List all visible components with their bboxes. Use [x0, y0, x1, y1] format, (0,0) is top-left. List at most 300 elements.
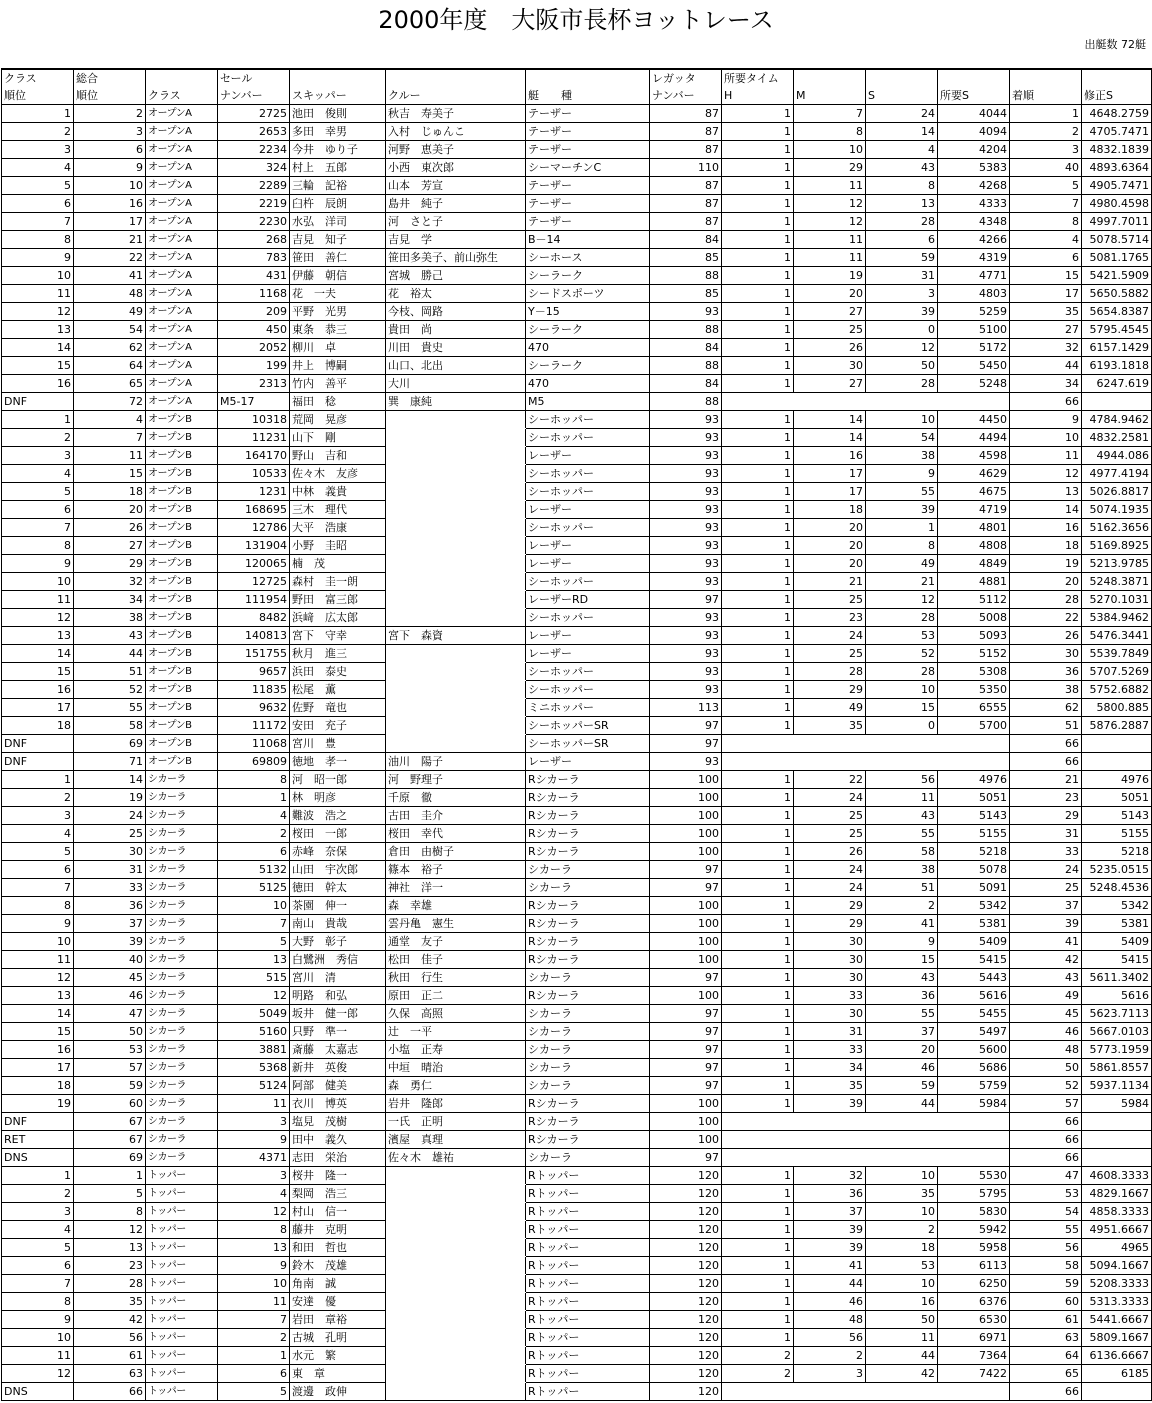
cell-hours: 1	[722, 789, 794, 807]
cell-class: オープンA	[146, 339, 218, 357]
cell-overall-rank: 49	[74, 303, 146, 321]
cell-rating: 120	[650, 1185, 722, 1203]
cell-class-rank: DNS	[2, 1149, 74, 1167]
cell-minutes: 14	[794, 411, 866, 429]
cell-corrected-seconds: 4608.3333	[1082, 1167, 1152, 1185]
cell-finish-order: 18	[1010, 537, 1082, 555]
cell-skipper: 志田 栄治	[290, 1149, 386, 1167]
header-cell-overall-rank: 順位	[74, 87, 146, 105]
table-row	[2, 249, 1152, 267]
cell-elapsed-seconds: 4494	[938, 429, 1010, 447]
cell-class-rank: 2	[2, 789, 74, 807]
cell-seconds: 10	[866, 1203, 938, 1221]
cell-elapsed-seconds: 4319	[938, 249, 1010, 267]
cell-class: シカーラ	[146, 1131, 218, 1149]
cell-hours: 1	[722, 771, 794, 789]
cell-finish-order: 20	[1010, 573, 1082, 591]
cell-class: オープンA	[146, 375, 218, 393]
cell-hours: 1	[722, 1185, 794, 1203]
cell-class-rank: 10	[2, 573, 74, 591]
header-cell-hours: 所要タイム	[722, 69, 794, 87]
cell-skipper: 角南 誠	[290, 1275, 386, 1293]
cell-sail-number: 3881	[218, 1041, 290, 1059]
table-row	[2, 1059, 1152, 1077]
cell-elapsed-seconds: 5700	[938, 717, 1010, 735]
cell-seconds: 1	[866, 519, 938, 537]
cell-elapsed-seconds: 5172	[938, 339, 1010, 357]
cell-rating: 120	[650, 1167, 722, 1185]
cell-elapsed-seconds: 5530	[938, 1167, 1010, 1185]
cell-minutes	[794, 1113, 866, 1131]
cell-crew	[386, 1257, 526, 1275]
cell-hours: 1	[722, 645, 794, 663]
table-row	[2, 465, 1152, 483]
cell-skipper: 吉見 知子	[290, 231, 386, 249]
cell-corrected-seconds: 4893.6364	[1082, 159, 1152, 177]
cell-boat-type: テーザー	[526, 105, 650, 123]
cell-class: オープンB	[146, 429, 218, 447]
cell-skipper: 坂井 健一郎	[290, 1005, 386, 1023]
cell-rating: 100	[650, 789, 722, 807]
cell-seconds: 10	[866, 1275, 938, 1293]
table-row	[2, 1329, 1152, 1347]
cell-sail-number: 515	[218, 969, 290, 987]
cell-overall-rank: 19	[74, 789, 146, 807]
cell-class: オープンB	[146, 663, 218, 681]
cell-finish-order: 22	[1010, 609, 1082, 627]
cell-sail-number: 12	[218, 1203, 290, 1221]
cell-elapsed-seconds: 5093	[938, 627, 1010, 645]
cell-minutes: 24	[794, 861, 866, 879]
cell-boat-type: シーラーク	[526, 267, 650, 285]
cell-minutes: 41	[794, 1257, 866, 1275]
cell-overall-rank: 55	[74, 699, 146, 717]
cell-overall-rank: 23	[74, 1257, 146, 1275]
cell-seconds: 44	[866, 1347, 938, 1365]
cell-class-rank: 16	[2, 375, 74, 393]
cell-seconds: 31	[866, 267, 938, 285]
cell-sail-number: 2219	[218, 195, 290, 213]
cell-overall-rank: 35	[74, 1293, 146, 1311]
cell-elapsed-seconds: 5830	[938, 1203, 1010, 1221]
cell-seconds: 51	[866, 879, 938, 897]
cell-sail-number: 2653	[218, 123, 290, 141]
cell-hours: 1	[722, 537, 794, 555]
table-row	[2, 501, 1152, 519]
cell-class-rank: DNF	[2, 753, 74, 771]
cell-crew: 篠本 裕子	[386, 861, 526, 879]
cell-crew	[386, 555, 526, 573]
cell-finish-order: 37	[1010, 897, 1082, 915]
cell-seconds: 10	[866, 681, 938, 699]
cell-skipper: 伊藤 朝信	[290, 267, 386, 285]
cell-class-rank: 13	[2, 627, 74, 645]
table-row	[2, 1131, 1152, 1149]
cell-skipper: 福田 稔	[290, 393, 386, 411]
cell-class: トッパー	[146, 1221, 218, 1239]
cell-seconds: 52	[866, 645, 938, 663]
cell-class: トッパー	[146, 1329, 218, 1347]
cell-class: シカーラ	[146, 1077, 218, 1095]
cell-sail-number: 5160	[218, 1023, 290, 1041]
cell-class-rank: 3	[2, 1203, 74, 1221]
cell-minutes: 16	[794, 447, 866, 465]
cell-finish-order: 64	[1010, 1347, 1082, 1365]
cell-overall-rank: 33	[74, 879, 146, 897]
cell-sail-number: 3	[218, 1113, 290, 1131]
cell-minutes: 25	[794, 645, 866, 663]
cell-hours: 1	[722, 123, 794, 141]
cell-boat-type: シカーラ	[526, 1077, 650, 1095]
header-cell-seconds: S	[866, 87, 938, 105]
cell-hours	[722, 1113, 794, 1131]
cell-crew	[386, 519, 526, 537]
table-row	[2, 627, 1152, 645]
cell-rating: 100	[650, 987, 722, 1005]
cell-corrected-seconds: 4976	[1082, 771, 1152, 789]
cell-finish-order: 32	[1010, 339, 1082, 357]
cell-sail-number: 2052	[218, 339, 290, 357]
cell-hours: 1	[722, 915, 794, 933]
cell-rating: 100	[650, 1113, 722, 1131]
cell-seconds: 41	[866, 915, 938, 933]
cell-class-rank: 1	[2, 411, 74, 429]
cell-sail-number: 10318	[218, 411, 290, 429]
cell-sail-number: 5	[218, 933, 290, 951]
cell-minutes: 30	[794, 1005, 866, 1023]
cell-crew: 河 さと子	[386, 213, 526, 231]
cell-elapsed-seconds: 5091	[938, 879, 1010, 897]
cell-rating: 110	[650, 159, 722, 177]
cell-elapsed-seconds	[938, 1113, 1010, 1131]
cell-class-rank: 3	[2, 141, 74, 159]
table-row	[2, 429, 1152, 447]
cell-seconds: 55	[866, 825, 938, 843]
cell-class-rank: 13	[2, 987, 74, 1005]
cell-hours: 1	[722, 933, 794, 951]
cell-minutes: 26	[794, 339, 866, 357]
cell-minutes: 12	[794, 213, 866, 231]
cell-boat-type: Rシカーラ	[526, 843, 650, 861]
table-row	[2, 267, 1152, 285]
cell-seconds: 15	[866, 699, 938, 717]
cell-crew	[386, 609, 526, 627]
cell-elapsed-seconds: 4268	[938, 177, 1010, 195]
cell-boat-type: Rトッパー	[526, 1185, 650, 1203]
cell-class-rank: 15	[2, 663, 74, 681]
cell-minutes: 20	[794, 537, 866, 555]
cell-rating: 84	[650, 375, 722, 393]
cell-overall-rank: 44	[74, 645, 146, 663]
cell-finish-order: 36	[1010, 663, 1082, 681]
cell-rating: 93	[650, 519, 722, 537]
cell-skipper: 花 一夫	[290, 285, 386, 303]
cell-class: オープンA	[146, 159, 218, 177]
cell-rating: 100	[650, 897, 722, 915]
cell-hours: 1	[722, 987, 794, 1005]
cell-hours: 1	[722, 447, 794, 465]
cell-elapsed-seconds: 4719	[938, 501, 1010, 519]
cell-crew: 油川 陽子	[386, 753, 526, 771]
cell-overall-rank: 50	[74, 1023, 146, 1041]
cell-skipper: 難波 浩之	[290, 807, 386, 825]
cell-hours: 1	[722, 1203, 794, 1221]
cell-minutes	[794, 1149, 866, 1167]
cell-skipper: 楠 茂	[290, 555, 386, 573]
cell-class-rank: 1	[2, 771, 74, 789]
cell-overall-rank: 39	[74, 933, 146, 951]
cell-seconds: 44	[866, 1095, 938, 1113]
cell-crew: 中垣 晴治	[386, 1059, 526, 1077]
cell-crew: 佐々木 雄祐	[386, 1149, 526, 1167]
cell-rating: 93	[650, 465, 722, 483]
cell-corrected-seconds: 5752.6882	[1082, 681, 1152, 699]
table-row	[2, 519, 1152, 537]
cell-boat-type: シーラーク	[526, 321, 650, 339]
cell-rating: 93	[650, 537, 722, 555]
cell-crew	[386, 465, 526, 483]
cell-sail-number: 151755	[218, 645, 290, 663]
cell-finish-order: 2	[1010, 123, 1082, 141]
cell-boat-type: レーザー	[526, 555, 650, 573]
cell-minutes: 20	[794, 519, 866, 537]
cell-minutes: 30	[794, 357, 866, 375]
cell-hours: 1	[722, 483, 794, 501]
cell-corrected-seconds: 5667.0103	[1082, 1023, 1152, 1041]
cell-sail-number: 12725	[218, 573, 290, 591]
cell-seconds: 50	[866, 1311, 938, 1329]
cell-class-rank: 12	[2, 303, 74, 321]
cell-sail-number: 1168	[218, 285, 290, 303]
cell-rating: 97	[650, 969, 722, 987]
cell-skipper: 野田 富三郎	[290, 591, 386, 609]
cell-boat-type: Rトッパー	[526, 1329, 650, 1347]
cell-hours: 1	[722, 807, 794, 825]
cell-rating: 87	[650, 141, 722, 159]
cell-finish-order: 42	[1010, 951, 1082, 969]
boat-count: 出艇数 72艇	[1084, 38, 1146, 51]
cell-boat-type: シーホッパー	[526, 573, 650, 591]
cell-seconds: 58	[866, 843, 938, 861]
cell-sail-number: 11068	[218, 735, 290, 753]
cell-finish-order: 66	[1010, 393, 1082, 411]
cell-class-rank: 7	[2, 1275, 74, 1293]
cell-rating: 97	[650, 717, 722, 735]
table-row	[2, 951, 1152, 969]
cell-crew: 原田 正二	[386, 987, 526, 1005]
cell-crew: 島井 純子	[386, 195, 526, 213]
cell-rating: 120	[650, 1275, 722, 1293]
cell-sail-number: 164170	[218, 447, 290, 465]
cell-hours	[722, 1383, 794, 1401]
cell-class-rank: 14	[2, 1005, 74, 1023]
cell-boat-type: Rシカーラ	[526, 771, 650, 789]
cell-corrected-seconds	[1082, 1113, 1152, 1131]
cell-overall-rank: 27	[74, 537, 146, 555]
cell-seconds: 42	[866, 1365, 938, 1383]
cell-corrected-seconds: 5094.1667	[1082, 1257, 1152, 1275]
cell-overall-rank: 71	[74, 753, 146, 771]
cell-overall-rank: 63	[74, 1365, 146, 1383]
cell-skipper: 山田 宇次郎	[290, 861, 386, 879]
cell-skipper: 田中 義久	[290, 1131, 386, 1149]
cell-minutes: 22	[794, 771, 866, 789]
cell-seconds	[866, 1131, 938, 1149]
cell-rating: 120	[650, 1293, 722, 1311]
cell-overall-rank: 22	[74, 249, 146, 267]
cell-seconds: 28	[866, 609, 938, 627]
cell-sail-number: 12	[218, 987, 290, 1005]
cell-finish-order: 9	[1010, 411, 1082, 429]
cell-class: オープンB	[146, 519, 218, 537]
cell-skipper: 大平 浩康	[290, 519, 386, 537]
cell-corrected-seconds: 4997.7011	[1082, 213, 1152, 231]
table-row	[2, 609, 1152, 627]
cell-elapsed-seconds: 5218	[938, 843, 1010, 861]
cell-minutes: 49	[794, 699, 866, 717]
cell-skipper: 宮下 守幸	[290, 627, 386, 645]
table-row	[2, 123, 1152, 141]
cell-crew	[386, 429, 526, 447]
cell-boat-type: テーザー	[526, 195, 650, 213]
cell-class: シカーラ	[146, 969, 218, 987]
cell-rating: 87	[650, 105, 722, 123]
cell-corrected-seconds	[1082, 393, 1152, 411]
cell-skipper: 阿部 健美	[290, 1077, 386, 1095]
cell-corrected-seconds: 5415	[1082, 951, 1152, 969]
cell-class-rank: 15	[2, 1023, 74, 1041]
header-cell-seconds	[866, 69, 938, 87]
cell-overall-rank: 52	[74, 681, 146, 699]
cell-rating: 100	[650, 807, 722, 825]
cell-finish-order: 66	[1010, 1131, 1082, 1149]
cell-boat-type: レーザー	[526, 753, 650, 771]
cell-class: オープンA	[146, 267, 218, 285]
cell-skipper: 東 章	[290, 1365, 386, 1383]
cell-skipper: 徳地 孝一	[290, 753, 386, 771]
cell-boat-type: シーホッパー	[526, 411, 650, 429]
cell-finish-order: 50	[1010, 1059, 1082, 1077]
cell-rating: 120	[650, 1257, 722, 1275]
cell-skipper: 村山 信一	[290, 1203, 386, 1221]
header-cell-class: クラス	[146, 87, 218, 105]
cell-corrected-seconds: 5143	[1082, 807, 1152, 825]
cell-crew: 濱屋 真理	[386, 1131, 526, 1149]
cell-rating: 120	[650, 1329, 722, 1347]
cell-seconds: 16	[866, 1293, 938, 1311]
cell-sail-number: 450	[218, 321, 290, 339]
cell-overall-rank: 34	[74, 591, 146, 609]
cell-corrected-seconds: 4951.6667	[1082, 1221, 1152, 1239]
cell-sail-number: 11	[218, 1293, 290, 1311]
cell-corrected-seconds: 5169.8925	[1082, 537, 1152, 555]
cell-crew: 宮城 勝己	[386, 267, 526, 285]
cell-skipper: 水弘 洋司	[290, 213, 386, 231]
cell-boat-type: シーホッパー	[526, 429, 650, 447]
cell-elapsed-seconds: 4450	[938, 411, 1010, 429]
header-cell-hours: H	[722, 87, 794, 105]
cell-class: オープンB	[146, 537, 218, 555]
cell-crew	[386, 411, 526, 429]
table-row	[2, 357, 1152, 375]
cell-overall-rank: 7	[74, 429, 146, 447]
table-row	[2, 1077, 1152, 1095]
cell-class-rank: 17	[2, 699, 74, 717]
cell-overall-rank: 37	[74, 915, 146, 933]
cell-skipper: 水元 繁	[290, 1347, 386, 1365]
cell-sail-number: 5124	[218, 1077, 290, 1095]
table-row	[2, 159, 1152, 177]
cell-elapsed-seconds: 5942	[938, 1221, 1010, 1239]
table-row	[2, 1383, 1152, 1401]
cell-sail-number: 9657	[218, 663, 290, 681]
cell-finish-order: 48	[1010, 1041, 1082, 1059]
cell-elapsed-seconds: 5152	[938, 645, 1010, 663]
cell-hours	[722, 1149, 794, 1167]
cell-skipper: 安田 充子	[290, 717, 386, 735]
cell-class: オープンA	[146, 321, 218, 339]
cell-elapsed-seconds: 5600	[938, 1041, 1010, 1059]
table-row	[2, 1275, 1152, 1293]
cell-rating: 100	[650, 915, 722, 933]
cell-seconds: 28	[866, 213, 938, 231]
cell-hours: 1	[722, 1167, 794, 1185]
cell-overall-rank: 28	[74, 1275, 146, 1293]
cell-skipper: 徳田 幹太	[290, 879, 386, 897]
cell-corrected-seconds: 5384.9462	[1082, 609, 1152, 627]
cell-class: オープンA	[146, 285, 218, 303]
cell-hours: 1	[722, 375, 794, 393]
cell-boat-type: テーザー	[526, 123, 650, 141]
cell-sail-number: 9	[218, 1131, 290, 1149]
cell-boat-type: Rトッパー	[526, 1383, 650, 1401]
cell-hours: 1	[722, 1059, 794, 1077]
cell-skipper: 宮川 清	[290, 969, 386, 987]
results-table	[1, 68, 1152, 1401]
cell-overall-rank: 47	[74, 1005, 146, 1023]
cell-crew: 倉田 由樹子	[386, 843, 526, 861]
cell-crew: 大川	[386, 375, 526, 393]
cell-seconds: 12	[866, 591, 938, 609]
cell-class: シカーラ	[146, 915, 218, 933]
cell-minutes: 24	[794, 879, 866, 897]
table-row	[2, 1005, 1152, 1023]
cell-seconds: 36	[866, 987, 938, 1005]
cell-seconds: 6	[866, 231, 938, 249]
cell-crew: 笹田多美子、前山弥生	[386, 249, 526, 267]
cell-sail-number: 11172	[218, 717, 290, 735]
cell-boat-type: シーホッパー	[526, 519, 650, 537]
table-row	[2, 141, 1152, 159]
cell-corrected-seconds: 5381	[1082, 915, 1152, 933]
cell-corrected-seconds: 4944.086	[1082, 447, 1152, 465]
cell-minutes: 39	[794, 1239, 866, 1257]
cell-boat-type: テーザー	[526, 177, 650, 195]
cell-seconds: 8	[866, 537, 938, 555]
cell-finish-order: 8	[1010, 213, 1082, 231]
cell-boat-type: Rシカーラ	[526, 915, 650, 933]
cell-elapsed-seconds: 5497	[938, 1023, 1010, 1041]
cell-corrected-seconds	[1082, 753, 1152, 771]
cell-finish-order: 52	[1010, 1077, 1082, 1095]
cell-crew: 森 勇仁	[386, 1077, 526, 1095]
cell-finish-order: 16	[1010, 519, 1082, 537]
cell-sail-number: 2313	[218, 375, 290, 393]
table-row	[2, 699, 1152, 717]
cell-crew: 吉見 学	[386, 231, 526, 249]
header-cell-class-rank: 順位	[2, 87, 74, 105]
cell-elapsed-seconds: 5259	[938, 303, 1010, 321]
